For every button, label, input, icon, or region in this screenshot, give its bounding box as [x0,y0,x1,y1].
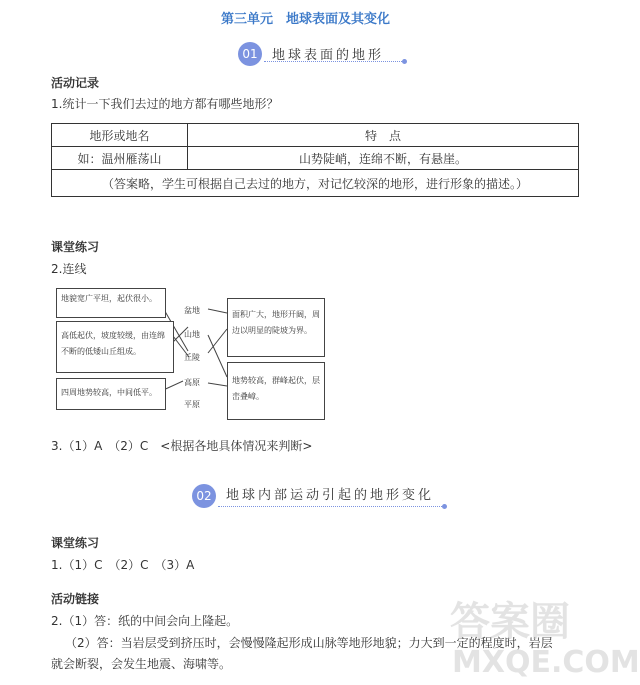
landform-label: 平原 [184,400,200,409]
description-box-left: 高低起伏，坡度较缓，由连绵不断的低矮山丘组成。 [56,321,174,373]
page-title: 第三单元 地球表面及其变化 [220,12,390,27]
table-cell: 如：温州雁荡山 [52,147,188,170]
description-box-right: 地势较高，群峰起伏，层峦叠嶂。 [227,362,325,420]
record-table [51,123,579,197]
landform-label: 盆地 [184,306,200,315]
table-header-cell: 特 点 [188,124,579,147]
question-2: 2.连线 [51,262,87,276]
activity-link-heading: 活动链接 [51,592,100,606]
section-underline-dot [402,59,407,64]
section-title: 地球内部运动引起的地形变化 [226,488,435,503]
description-box-left: 地貌宽广平坦，起伏很小。 [56,288,166,318]
practice-heading: 课堂练习 [51,536,100,550]
landform-label: 丘陵 [184,353,200,362]
table-row [52,170,579,197]
landform-label: 山地 [184,330,200,339]
practice-answers: 1.（1）C （2）C （3）A [51,558,195,572]
watermark-logo: 答案圈 [450,599,570,645]
question-1: 1.统计一下我们去过的地方都有哪些地形？ [51,97,279,111]
activity-record-heading: 活动记录 [51,76,100,90]
answer-line: 就会断裂，会发生地震、海啸等。 [51,657,232,671]
question-3-answer: 3.（1）A （2）C <根据各地具体情况来判断> [51,439,313,453]
section-number-badge: 01 [238,42,262,66]
section-title: 地球表面的地形 [272,48,385,63]
table-note-cell: （答案略，学生可根据自己去过的地方，对记忆较深的地形，进行形象的描述。） [52,170,579,197]
answer-line: 2.（1）答：纸的中间会向上隆起。 [51,614,239,628]
table-header-row [52,124,579,147]
section-underline-dot [442,504,447,509]
watermark-url: MXQE.COM [452,645,640,680]
answer-line: （2）答：当岩层受到挤压时，会慢慢隆起形成山脉等地形地貌；力大到一定的程度时，岩层 [65,636,553,650]
description-box-right: 面积广大，地形开阔，周边以明显的陡坡为界。 [227,298,325,357]
table-header-cell: 地形或地名 [52,124,188,147]
section-underline [218,506,444,507]
practice-heading: 课堂练习 [51,240,100,254]
table-row [52,147,579,170]
section-underline [264,61,404,62]
description-box-left: 四周地势较高，中间低平。 [56,378,166,410]
table-cell: 山势陡峭，连绵不断，有悬崖。 [188,147,579,170]
landform-label: 高原 [184,378,200,387]
section-number-badge: 02 [192,484,216,508]
